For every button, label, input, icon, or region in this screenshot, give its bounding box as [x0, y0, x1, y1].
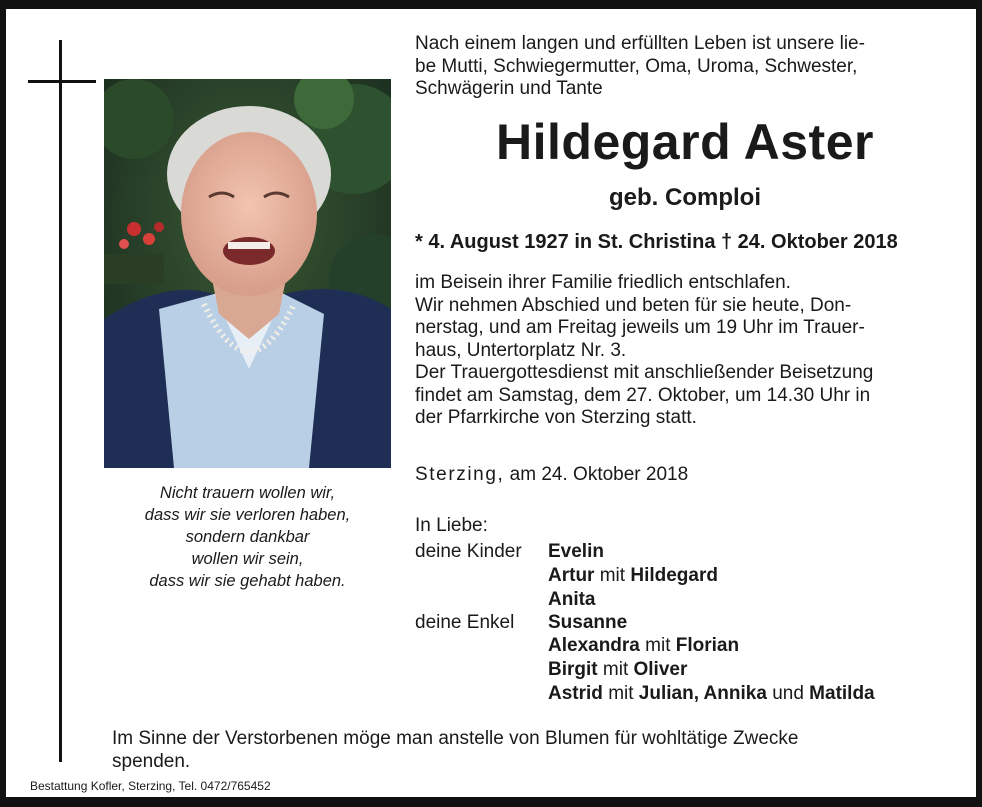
body-line: im Beisein ihrer Familie friedlich entschlafen. — [415, 272, 791, 293]
family-row — [415, 634, 739, 658]
announcement-body — [415, 272, 873, 430]
family-member: Alexandra — [548, 635, 640, 656]
children-label: deine Kinder — [415, 541, 522, 562]
undertaker-info: Bestattung Kofler, Sterzing, Tel. 0472/765452 — [30, 779, 271, 793]
grandchildren-label: deine Enkel — [415, 612, 515, 633]
family-member: Matilda — [809, 683, 875, 704]
body-line: Wir nehmen Abschied und beten für sie heute, Don- — [415, 294, 852, 316]
closing-line: spenden. — [112, 750, 191, 772]
place-date — [415, 464, 688, 487]
deceased-name: Hildegard Aster — [496, 114, 874, 170]
intro-line: Nach einem langen und erfüllten Leben ist unsere lie- — [415, 33, 865, 54]
family-member: Artur — [548, 565, 595, 586]
family-row — [415, 588, 596, 612]
with-word: mit — [608, 683, 634, 704]
place-name: Sterzing, — [415, 464, 505, 485]
in-liebe-heading: In Liebe: — [415, 515, 488, 536]
poem-line: dass wir sie verloren haben, — [144, 506, 351, 524]
body-line: nerstag, und am Freitag jeweils um 19 Uhr im Trauer- — [415, 317, 865, 338]
birth-name: geb. Comploi — [609, 184, 761, 211]
family-member: Anita — [548, 589, 596, 610]
family-member: Oliver — [633, 659, 688, 680]
family-member: Astrid — [548, 683, 603, 704]
with-word: mit — [602, 659, 629, 680]
with-word: mit — [645, 635, 671, 656]
body-line: Der Trauergottesdienst mit anschließender Beisetzung — [415, 362, 874, 383]
poem-line: Nicht trauern wollen wir, — [159, 484, 336, 502]
closing-note — [112, 728, 798, 773]
family-member: Julian, Annika — [638, 683, 767, 704]
poem-line: dass wir sie gehabt haben. — [149, 572, 346, 590]
life-dates: * 4. August 1927 in St. Christina † 24. Oktober 2018 — [415, 231, 898, 253]
family-member: Evelin — [548, 541, 604, 562]
poem-line: wollen wir sein, — [191, 550, 304, 568]
family-row — [415, 564, 718, 588]
family-member: Hildegard — [630, 565, 718, 586]
family-member: Birgit — [548, 659, 598, 680]
family-row — [415, 682, 875, 706]
date: am 24. Oktober 2018 — [504, 464, 689, 485]
intro-line: Schwägerin und Tante — [415, 78, 603, 99]
body-line: findet am Samstag, dem 27. Oktober, um 14.30 Uhr in — [415, 384, 871, 406]
family-member: Susanne — [548, 612, 628, 633]
with-word: mit — [599, 565, 626, 586]
family-member: Florian — [675, 635, 740, 656]
family-row — [415, 540, 604, 564]
intro-line: be Mutti, Schwiegermutter, Oma, Uroma, Schwester, — [415, 55, 858, 77]
family-row — [415, 611, 627, 635]
memorial-poem — [100, 482, 395, 592]
intro-text — [415, 33, 865, 101]
portrait-photo — [104, 79, 391, 468]
body-line: haus, Untertorplatz Nr. 3. — [415, 339, 627, 361]
family-row — [415, 658, 687, 682]
poem-line: sondern dankbar — [185, 528, 310, 546]
closing-line: Im Sinne der Verstorbenen möge man anstelle von Blumen für wohltätige Zwecke — [112, 728, 799, 749]
and-word: und — [772, 683, 804, 704]
body-line: der Pfarrkirche von Sterzing statt. — [415, 407, 697, 428]
